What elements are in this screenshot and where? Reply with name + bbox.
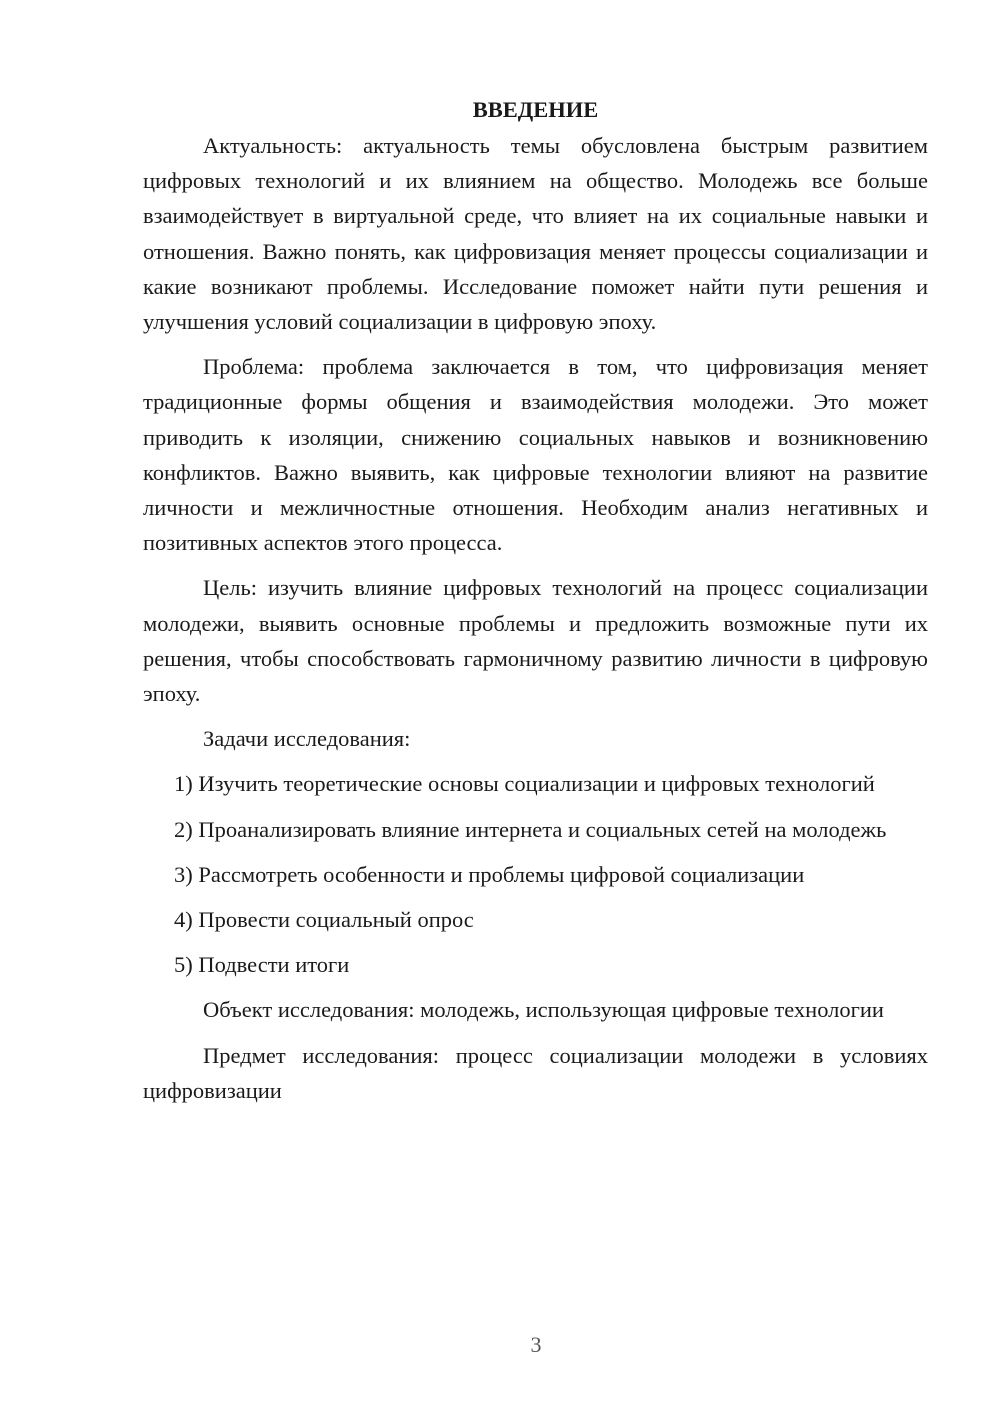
list-item: 3) Рассмотреть особенности и проблемы цифровой социализации — [174, 861, 805, 887]
list-item: 1) Изучить теоретические основы социализации и цифровых технологий — [174, 771, 875, 797]
paragraph-relevance: Актуальность: актуальность темы обусловлена быстрым развитием цифровых технологий и их влиянием на общество. Молодежь все больше взаимодействует в виртуальной среде, что влияет на их социальные навыки и отношения. Важно понять, как цифровизация меняет процессы социализации и какие возникают проблемы. Исследование поможет найти пути решения и улучшения условий социализации в цифровую эпоху. — [143, 133, 928, 335]
paragraph-tasks-heading: Задачи исследования: — [203, 726, 411, 752]
list-item: 4) Провести социальный опрос — [174, 907, 474, 933]
paragraph-object: Объект исследования: молодежь, использующая цифровые технологии — [203, 997, 884, 1023]
list-item: 5) Подвести итоги — [174, 952, 350, 978]
page-number: 3 — [530, 1332, 542, 1357]
paragraph-problem: Проблема: проблема заключается в том, что цифровизация меняет традиционные формы общения и взаимодействия молодежи. Это может приводить к изоляции, снижению социальных навыков и возникновению конфликтов. Важно выявить, как цифровые технологии влияют на развитие личности и межличностные отношения. Необходим анализ негативных и позитивных аспектов этого процесса. — [143, 354, 928, 556]
list-item: 2) Проанализировать влияние интернета и социальных сетей на молодежь — [174, 816, 887, 842]
page-content — [143, 92, 928, 1108]
paragraph-subject: Предмет исследования: процесс социализации молодежи в условиях цифровизации — [143, 1042, 928, 1103]
paragraph-goal: Цель: изучить влияние цифровых технологий на процесс социализации молодежи, выявить основные проблемы и предложить возможные пути их решения, чтобы способствовать гармоничному развитию личности в цифровую эпоху. — [143, 575, 928, 707]
task-list — [143, 766, 928, 982]
page-title: ВВЕДЕНИЕ — [472, 97, 599, 122]
